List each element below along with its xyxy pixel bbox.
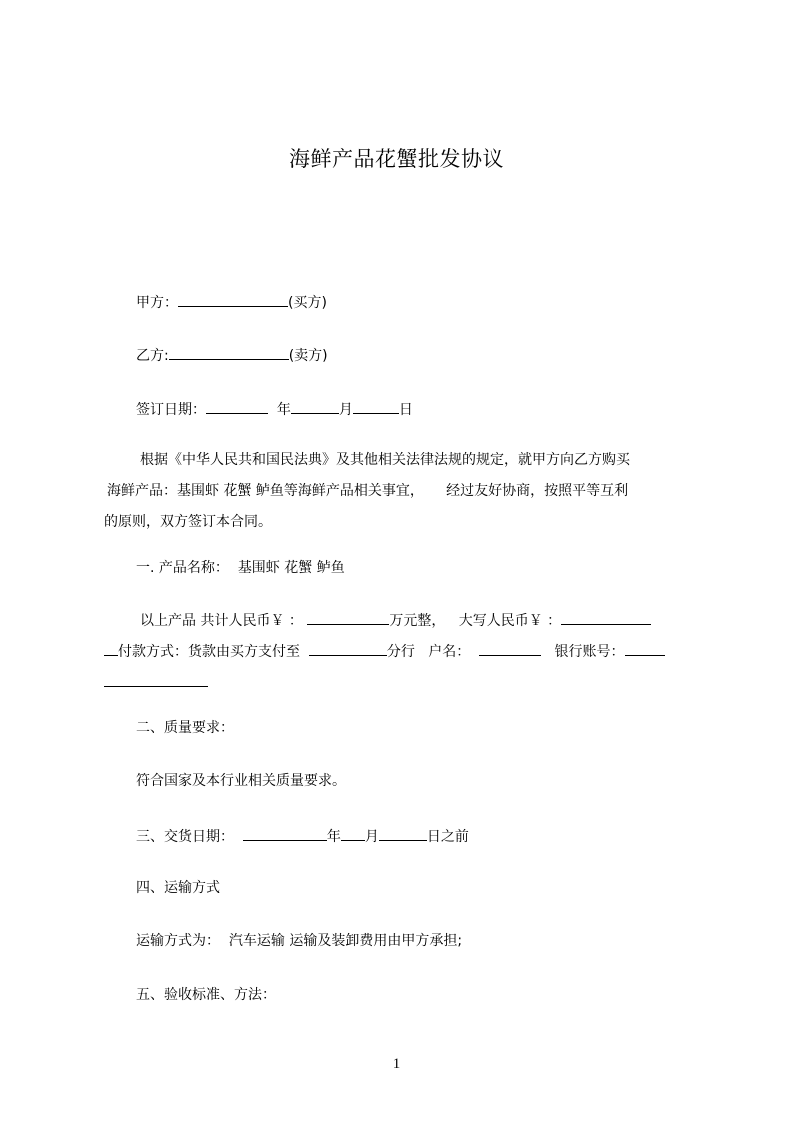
payment-label: 付款方式：货款由买方支付至 [118, 644, 300, 660]
price-paragraph [104, 606, 704, 699]
intro-line-2 [104, 476, 704, 507]
party-a-line [136, 291, 327, 313]
branch-label: 分行 [386, 644, 415, 660]
party-b-blank [169, 344, 289, 360]
delivery-day-blank [379, 825, 427, 841]
section-1-line [136, 558, 345, 578]
account-no-label: 银行账号： [554, 644, 625, 660]
delivery-month-blank [341, 825, 365, 841]
account-name-label: 户名： [428, 644, 471, 660]
price-prefix: 以上产品 共计人民币￥ ： [140, 613, 303, 629]
section-4-body-value: 汽车运输 运输及装卸费用由甲方承担; [228, 933, 463, 949]
price-line-3 [104, 668, 704, 699]
delivery-year-blank [243, 825, 327, 841]
section-3-line [136, 825, 469, 847]
price-caps-label: 大写人民币￥ ： [458, 613, 562, 629]
delivery-day-label: 日之前 [426, 829, 469, 845]
account-no-blank-cont [104, 671, 208, 687]
page-number: 1 [392, 1056, 401, 1072]
price-amount-blank [307, 609, 389, 625]
intro-line-3: 的原则，双方签订本合同。 [104, 514, 272, 530]
party-a-label: 甲方： [136, 295, 178, 311]
section-1-products: 基围虾 花蟹 鲈鱼 [237, 560, 345, 576]
intro-line-2a: 海鲜产品：基围虾 花蟹 鲈鱼等海鲜产品相关事宜， [107, 483, 424, 499]
sign-year-blank [206, 398, 268, 414]
account-no-blank [625, 640, 665, 656]
section-5-heading: 五、验收标准、方法： [136, 987, 276, 1003]
section-1-heading: 一. 产品名称： [136, 560, 229, 576]
section-2-body: 符合国家及本行业相关质量要求。 [136, 773, 346, 789]
party-a-blank [178, 291, 288, 307]
sign-day-label: 日 [398, 402, 413, 418]
price-caps-blank [561, 609, 651, 625]
party-a-suffix: (买方) [288, 295, 327, 311]
intro-line-1: 根据《中华人民共和国民法典》及其他相关法律法规的规定，就甲方向乙方购买 [140, 452, 630, 468]
document-title: 海鲜产品花蟹批发协议 [289, 147, 504, 171]
sign-day-blank [353, 398, 399, 414]
account-name-blank [479, 640, 541, 656]
party-b-label: 乙方: [136, 348, 169, 364]
sign-date-line [136, 398, 413, 420]
price-line-2 [104, 637, 704, 668]
bank-blank [309, 640, 387, 656]
sign-date-label: 签订日期： [136, 402, 206, 418]
price-line-1 [104, 606, 704, 637]
intro-paragraph [104, 445, 704, 538]
price-wan: 万元整， [389, 613, 446, 629]
delivery-month-label: 月 [364, 829, 379, 845]
section-3-heading: 三、交货日期： [136, 829, 234, 845]
delivery-year-label: 年 [326, 829, 341, 845]
section-4-body [136, 931, 462, 951]
section-4-body-label: 运输方式为： [136, 933, 220, 949]
section-2-heading: 二、质量要求： [136, 720, 234, 736]
section-4-heading: 四、运输方式 [136, 880, 220, 896]
party-b-suffix: (卖方) [288, 348, 328, 364]
sign-year-label: 年 [276, 402, 291, 418]
price-caps-blank-cont [104, 640, 118, 656]
intro-line-2b: 经过友好协商，按照平等互利 [446, 483, 629, 499]
party-b-line [136, 344, 328, 366]
sign-month-blank [291, 398, 339, 414]
sign-month-label: 月 [338, 402, 353, 418]
